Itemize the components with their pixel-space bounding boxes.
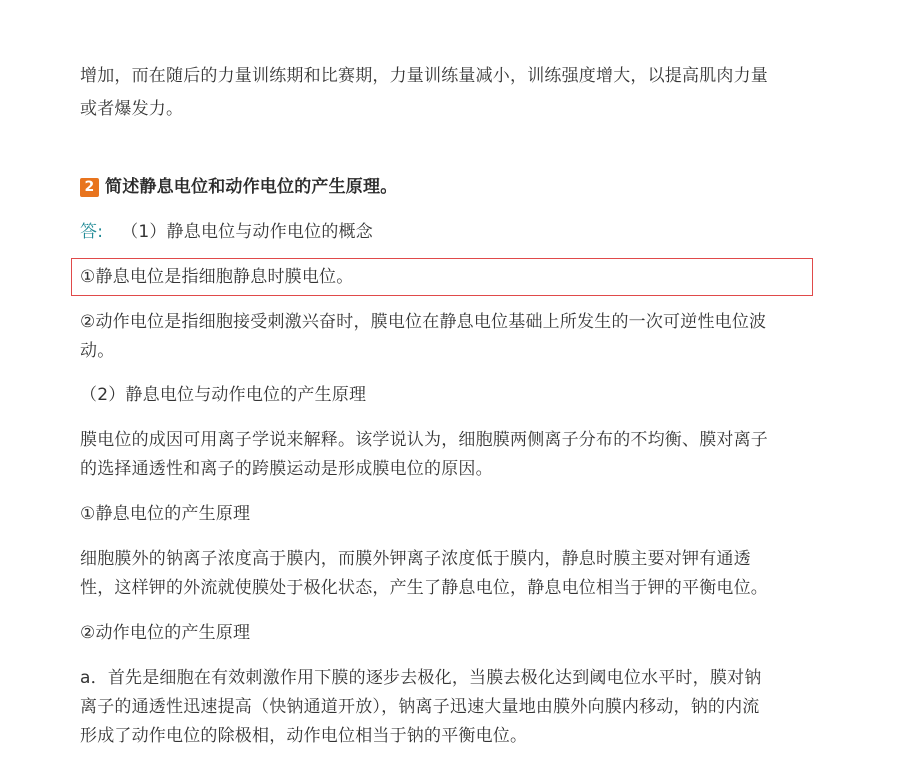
action-principle-line1: a．首先是细胞在有效刺激作用下膜的逐步去极化，当膜去极化达到阈电位水平时，膜对钠 [80,668,762,688]
resting-potential-definition: ①静息电位是指细胞静息时膜电位。 [80,267,354,287]
resting-principle-heading: ①静息电位的产生原理 [80,504,251,524]
concept-heading: （1）静息电位与动作电位的概念 [121,222,373,242]
action-principle-line3: 形成了动作电位的除极相，动作电位相当于钠的平衡电位。 [80,726,528,746]
question-heading [80,175,397,199]
clipped-previous-paragraph [80,0,820,90]
answer-intro [80,220,373,244]
question-title: 简述静息电位和动作电位的产生原理。 [105,177,398,197]
action-potential-definition-line2: 动。 [80,341,115,361]
action-principle-heading: ②动作电位的产生原理 [80,623,251,643]
answer-label: 答: [80,222,104,242]
ion-theory-line1: 膜电位的成因可用离子学说来解释。该学说认为，细胞膜两侧离子分布的不均衡、膜对离子 [80,430,768,450]
action-principle-line2: 离子的通透性迅速提高（快钠通道开放），钠离子迅速大量地由膜外向膜内移动，钠的内流 [80,697,760,717]
question-number-badge: 2 [80,178,99,197]
resting-principle-line2: 性，这样钾的外流就使膜处于极化状态，产生了静息电位，静息电位相当于钾的平衡电位。 [80,578,768,598]
action-potential-definition-line1: ②动作电位是指细胞接受刺激兴奋时，膜电位在静息电位基础上所发生的一次可逆性电位波 [80,312,767,332]
previous-paragraph-line: 增加，而在随后的力量训练期和比赛期，力量训练量减小，训练强度增大，以提高肌肉力量 [80,66,768,86]
resting-principle-line1: 细胞膜外的钠离子浓度高于膜内，而膜外钾离子浓度低于膜内，静息时膜主要对钾有通透 [80,549,751,569]
ion-theory-line2: 的选择通透性和离子的跨膜运动是形成膜电位的原因。 [80,459,493,479]
previous-paragraph-end: 或者爆发力。 [80,99,184,119]
principle-heading: （2）静息电位与动作电位的产生原理 [80,385,367,405]
